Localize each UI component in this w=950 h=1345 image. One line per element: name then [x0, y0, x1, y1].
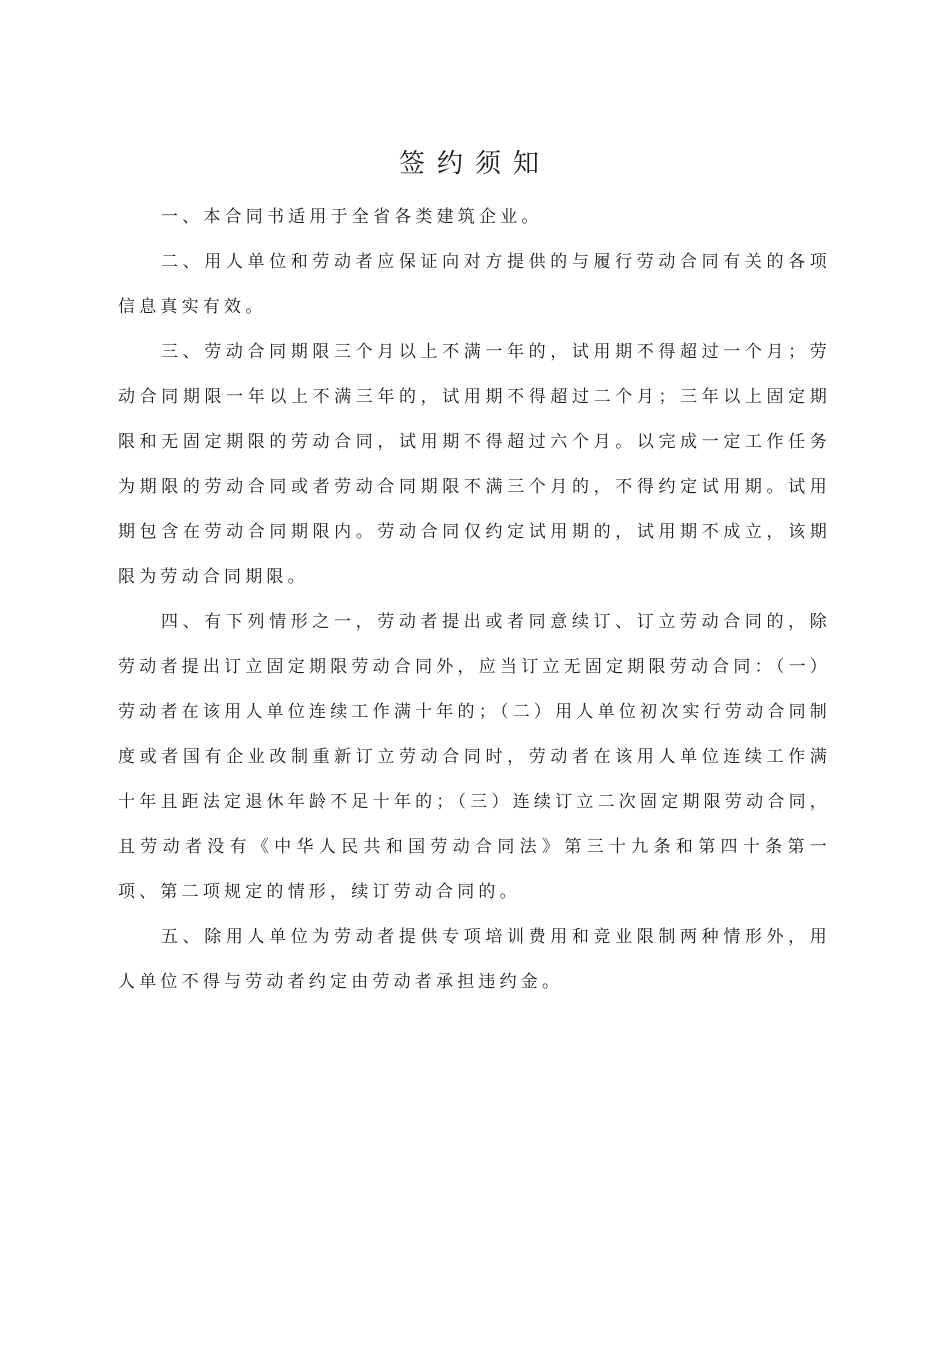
- clause-5: 五、除用人单位为劳动者提供专项培训费用和竞业限制两种情形外，用人单位不得与劳动者约定由劳动者承担违约金。: [118, 927, 831, 992]
- clause-3: 三、劳动合同期限三个月以上不满一年的，试用期不得超过一个月；劳动合同期限一年以上不满三年的，试用期不得超过二个月；三年以上固定期限和无固定期限的劳动合同，试用期不得超过六个月。以完成一定工作任务为期限的劳动合同或者劳动合同期限不满三个月的，不得约定试用期。试用期包含在劳动合同期限内。劳动合同仅约定试用期的，试用期不成立，该期限为劳动合同期限。: [118, 342, 831, 587]
- document-body: [118, 195, 831, 1005]
- clause-2: 二、用人单位和劳动者应保证向对方提供的与履行劳动合同有关的各项信息真实有效。: [118, 252, 831, 317]
- clause-1: 一、本合同书适用于全省各类建筑企业。: [161, 207, 543, 227]
- clause-4: 四、有下列情形之一，劳动者提出或者同意续订、订立劳动合同的，除劳动者提出订立固定期限劳动合同外，应当订立无固定期限劳动合同：（一）劳动者在该用人单位连续工作满十年的；（二）用人单位初次实行劳动合同制度或者国有企业改制重新订立劳动合同时，劳动者在该用人单位连续工作满十年且距法定退休年龄不足十年的；（三）连续订立二次固定期限劳动合同，且劳动者没有《中华人民共和国劳动合同法》第三十九条和第四十条第一项、第二项规定的情形，续订劳动合同的。: [118, 612, 831, 902]
- document-title: 签约须知: [398, 149, 551, 179]
